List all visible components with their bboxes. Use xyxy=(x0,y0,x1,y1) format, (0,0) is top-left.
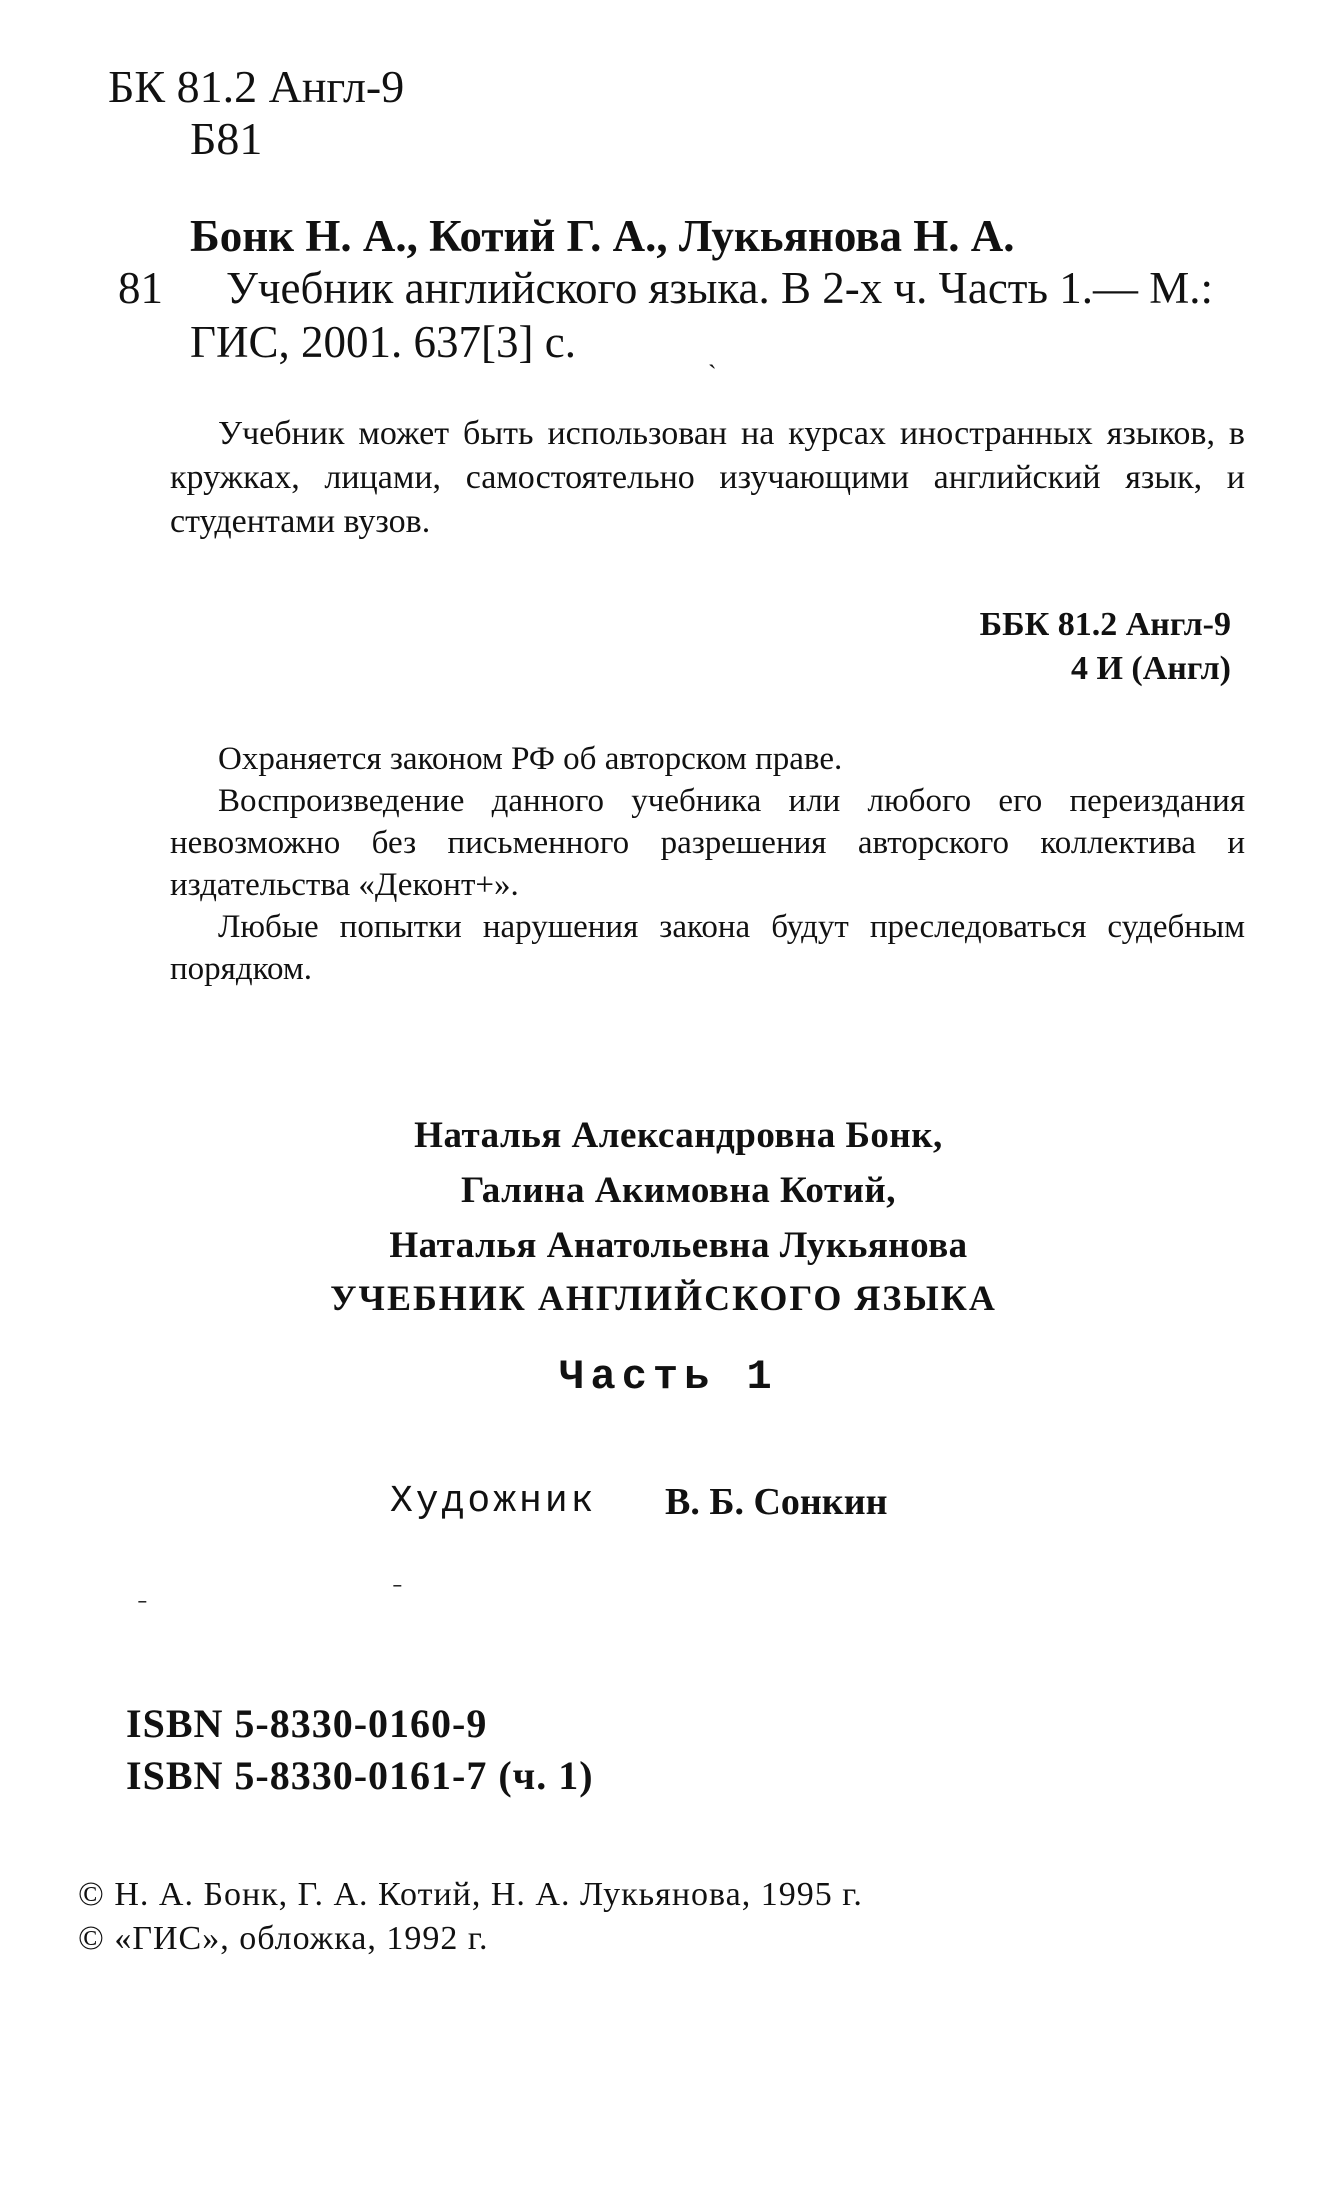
full-author-name: Наталья Александровна Бонк, xyxy=(414,1115,943,1156)
bbk-line-2: 4 И (Англ) xyxy=(1070,650,1231,687)
full-authors xyxy=(10,1108,1337,1273)
artist-name: В. Б. Сонкин xyxy=(665,1481,888,1523)
full-author-name: Галина Акимовна Котий, xyxy=(460,1170,897,1211)
bbk-line-1: ББК 81.2 Англ-9 xyxy=(979,606,1231,643)
bibliography-publisher-line: ГИС, 2001. 637[3] с. xyxy=(190,317,576,367)
isbn-line: ISBN 5-8330-0160-9 xyxy=(126,1701,488,1746)
print-mark: ˍ xyxy=(138,1576,147,1605)
bibliography-title-line: Учебник английского языка. В 2-х ч. Часть 1.— М.: xyxy=(226,263,1214,313)
print-mark: ˏ xyxy=(708,340,717,369)
copyright-notice-line: Любые попытки нарушения закона будут преследоваться судебным порядком. xyxy=(170,909,1245,987)
bbk-index xyxy=(980,603,1231,691)
copyright-line: © «ГИС», обложка, 1992 г. xyxy=(78,1920,489,1957)
artist-label: Художник xyxy=(390,1480,597,1523)
copyright-notice-line: Воспроизведение данного учебника или любого его переиздания невозможно без письменного разрешения авторского коллектива и издательства «Деконт+». xyxy=(170,783,1245,903)
bk-code: БК 81.2 Англ-9 xyxy=(108,61,405,112)
print-mark: ˍ xyxy=(393,1560,402,1589)
bk-sub-code: Б81 xyxy=(190,113,263,164)
isbn-line: ISBN 5-8330-0161-7 (ч. 1) xyxy=(126,1753,594,1798)
copyright-notice xyxy=(170,738,1245,990)
part-label: Часть 1 xyxy=(559,1353,778,1401)
bibliography-authors: Бонк Н. А., Котий Г. А., Лукьянова Н. А. xyxy=(190,211,1015,261)
bibliography-number: 81 xyxy=(118,263,163,313)
copyright-notice-line: Охраняется законом РФ об авторском праве. xyxy=(218,741,843,777)
full-author-name: Наталья Анатольевна Лукьянова xyxy=(389,1225,968,1266)
book-title: УЧЕБНИК АНГЛИЙСКОГО ЯЗЫКА xyxy=(330,1278,997,1318)
copyright-line: © Н. А. Бонк, Г. А. Котий, Н. А. Лукьянова, 1995 г. xyxy=(78,1876,863,1913)
annotation-paragraph: Учебник может быть использован на курсах иностранных языков, в кружках, лицами, самостоятельно изучающими английский язык, и студентами вузов. xyxy=(170,415,1245,540)
